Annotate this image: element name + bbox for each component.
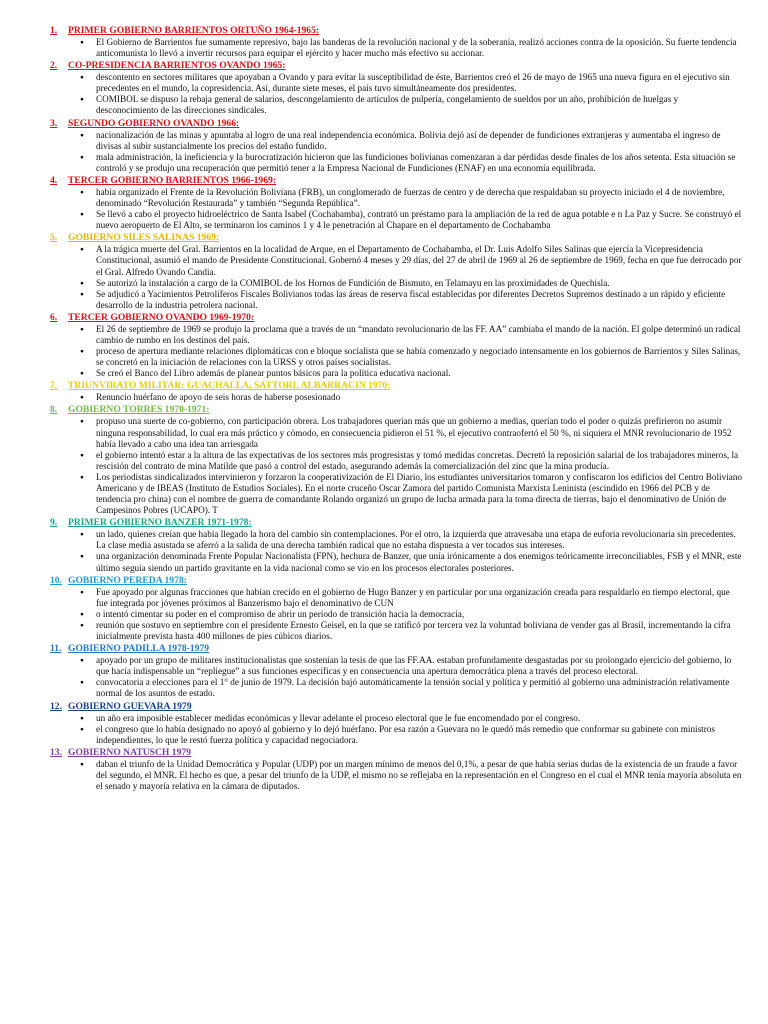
section-heading [50,747,742,759]
section-heading [50,25,742,37]
bullet-list [50,529,742,573]
section-heading [50,517,742,529]
section-title: PRIMER GOBIERNO BANZER 1971-1978: [68,517,252,529]
list-item: ● un año era imposible establecer medidas económicas y llevar adelante el proceso electoral que le fue encomendado por el congreso. [80,713,742,724]
bullet-list [50,392,742,403]
list-item: ● COMIBOL se dispuso la rebaja general de salarios, descongelamiento de artículos de pulpería, congelamiento de sueldos por un año, prohibición de huelgas y desconocimiento de las direcciones sindicales. [80,94,742,116]
section [50,701,742,746]
list-item: ● apoyado por un grupo de militares institucionalistas que sostenían la tesis de que las FF.AA. estaban profundamente desgastadas por su prolongado ejercicio del gobierno, lo que hacía indispensable un “repliegue” a sus funciones específicas y en consecuencia una apertura democrática plena a través del proceso electoral. [80,655,742,677]
bullet-list [50,759,742,792]
list-item: ● había organizado el Frente de la Revolución Boliviana (FRB), un conglomerado de fuerzas de centro y de derecha que respaldaban su proyecto iniciado el 4 de noviembre, denominado “Revolución Restaurada” y también “Segunda República”. [80,187,742,209]
bullet-list [50,587,742,642]
bullet-list [50,416,742,516]
list-item: ● descontento en sectores militares que apoyaban a Ovando y para evitar la susceptibilidad de éste, Barrientos creó el 26 de mayo de 1965 una nueva figura en el ejecutivo sin precedentes en el mundo, la copresidencia. Así, durante siete meses, el país tuvo simultáneamente dos presidentes. [80,72,742,94]
section-title: SEGUNDO GOBIERNO OVANDO 1966: [68,117,240,129]
list-item: ● propuso una suerte de co-gobierno, con participación obrera. Los trabajadores querían más que un gobierno a medias, querían todo el poder o quizás prefirieron no asumir ninguna responsabilidad, lo cual era más práctico y cómodo, en consecuencia pidieron el 51 %, el ejecutivo contraofertó el 50 %, ni siquiera el MNR revolucionario de 1952 había llevado a cabo una idea tan arriesgada [80,416,742,449]
bullet-list [50,244,742,311]
section [50,118,742,174]
list-item: ● nacionalización de las minas y apuntaba al logro de una real independencia económica. Bolivia dejó así de depender de fundiciones extranjeras y aumentaba el ingreso de divisas al subir sustancialmente los precios del estaño fundido. [80,130,742,152]
bullet-list [50,324,742,379]
section-heading [50,701,742,713]
section-heading [50,404,742,416]
section-title: GOBIERNO SILES SALINAS 1969: [68,232,220,244]
section-heading [50,643,742,655]
list-item: ● un lado, quienes creían que había llegado la hora del cambio sin contemplaciones. Por el otro, la izquierda que atravesaba una etapa de euforia revolucionaria sin precedentes. La clase media asustada se aferró a la salida de una derecha también radical que no estaba dispuesta a ver tocados sus intereses. [80,529,742,551]
section [50,312,742,379]
section [50,517,742,573]
section [50,60,742,116]
section [50,643,742,699]
list-item: ● Renuncio huérfano de apoyo de seis horas de haberse posesionado [80,392,742,403]
section-number: 8. [50,404,58,416]
list-item: ● mala administración, la ineficiencia y la burocratización hicieron que las fundiciones bolivianas comenzaran a dar pérdidas desde finales de los años setenta. Esta situación se controló y se produjo una recuperación que permitió tener a la Empresa Nacional de Fundiciones (ENAF) en una economía equilibrada. [80,152,742,174]
bullet-list [50,187,742,231]
list-item: ● Se autorizó la instalación a cargo de la COMIBOL de los Hornos de Fundición de Bismuto, en Telamayu en las proximidades de Quechisla. [80,278,742,289]
section-number: 7. [50,380,58,392]
section [50,404,742,516]
section-number: 5. [50,232,58,244]
list-item: ● A la trágica muerte del Gral. Barrientos en la localidad de Arque, en el Departamento de Cochabamba, el Dr. Luis Adolfo Siles Salinas que ejercía la Vicepresidencia Constitucional, asumió el mando de Presidente Constitucional. Gobernó 4 meses y 29 días, del 27 de abril de 1969 al 26 de septiembre de 1969, fecha en que fue derrocado por el Gral. Alfredo Ovando Candia. [80,244,742,277]
section-heading [50,312,742,324]
bullet-list [50,37,742,59]
bullet-list [50,655,742,699]
section-heading [50,175,742,187]
list-item: ● Fue apoyado por algunas fracciones que habían crecido en el gobierno de Hugo Banzer y en particular por una organización creada para respaldarlo en tiempo electoral, que fue integrada por jóvenes próximos al Banzerismo bajo el denominativo de CUN [80,587,742,609]
section-heading [50,232,742,244]
section-title: GOBIERNO PEREDA 1978: [68,574,187,586]
section-number: 11. [50,643,62,655]
section-title: TERCER GOBIERNO OVANDO 1969-1970: [68,311,255,323]
section [50,175,742,231]
list-item: ● Los periodistas sindicalizados intervinieron y forzaron la cooperativización de El Diario, los estudiantes universitarios tomaron y confiscaron los edificios del Centro Boliviano Americano y de IBEAS (Instituto de Estudios Sociales). En el norte cruceño Oscar Zamora del partido Comunista Marxista Leninista (escindido en 1966 del PCB y de tendencia pro china) con el nombre de guerra de comandante Rolando organizó un grupo de lucha armada para la toma directa de tierras, bajo el denominativo de Unión de Campesinos Pobres (UCAPO). T [80,472,742,516]
section [50,232,742,311]
section-title: TERCER GOBIERNO BARRIENTOS 1966-1969: [68,174,276,186]
list-item: ● convocatoria a elecciones para el 1° de junio de 1979. La decisión bajó automáticamente la tensión social y política y permitió al gobierno una administración relativamente normal de los asuntos de estado. [80,677,742,699]
bullet-list [50,130,742,174]
section-number: 6. [50,311,58,323]
list-item: ● Se creó el Banco del Libro además de planear puntos básicos para la política educativa nacional. [80,368,742,379]
section-title: PRIMER GOBIERNO BARRIENTOS ORTUÑO 1964-1965: [68,25,320,36]
list-item: ● el congreso que lo había designado no apoyó al gobierno y lo dejó huérfano. Por esa razón a Guevara no le quedó más remedio que conformar su gabinete con ministros independientes, lo que le restó fuerza política y capacidad negociadora. [80,724,742,746]
list-item: ● proceso de apertura mediante relaciones diplomáticas con e bloque socialista que se había comenzado y negociado intensamente en los gobiernos de Barrientos y Siles Salinas, se concretó en la iniciación de relaciones con la URSS y otros países socialistas. [80,346,742,368]
list-item: ● Se llevó a cabo el proyecto hidroeléctrico de Santa Isabel (Cochabamba), contrató un préstamo para la ampliación de la red de agua potable e n La Paz y Sucre. Se construyó el nuevo aeropuerto de El Alto, se terminaron los caminos 1 y 4 le penetración al Chapare en el departamento de Cochabamba [80,209,742,231]
bullet-list [50,72,742,116]
section-number: 9. [50,517,58,529]
section [50,575,742,642]
section-title: GOBIERNO NATUSCH 1979 [68,746,191,758]
list-item: ● una organización denominada Frente Popular Nacionalista (FPN), hechura de Banzer, que unía irónicamente a dos enemigos teóricamente irreconciliables, FSB y el MNR, este último seguía siendo un partido gravitante en la vida nacional como se vio en los procesos electorales posteriores. [80,551,742,573]
section-number: 10. [50,574,62,586]
section-title: CO-PRESIDENCIA BARRIENTOS OVANDO 1965: [68,60,286,72]
section-number: 12. [50,700,62,712]
section [50,747,742,792]
section-title: TRIUNVIRATO MILITAR: GUACHALLA, SATTORI, ALBARRACIN 1970: [68,380,391,392]
section-number: 4. [50,174,58,186]
section-number: 3. [50,117,58,129]
section [50,25,742,59]
list-item: ● Se adjudicó a Yacimientos Petrolíferos Fiscales Bolivianos todas las áreas de reserva fiscal establecidas por diferentes Decretos Supremos destinado a un rápido y eficiente desarrollo de la industria petrolera nacional. [80,289,742,311]
list-item: ● daban el triunfo de la Unidad Democrática y Popular (UDP) por un margen mínimo de menos del 0,1%, a pesar de que había serias dudas de la existencia de un fraude a favor del segundo, el MNR. El hecho es que, a pesar del triunfo de la UDP, el mismo no se reflejaba en la representación en el Congreso en el cual el MNR tenía mayoría absoluta en el senado y mayoría relativa en la cámara de diputados. [80,759,742,792]
section-number: 2. [50,60,58,72]
section-number: 13. [50,746,62,758]
section-heading [50,575,742,587]
section-heading [50,118,742,130]
list-item: ● reunión que sostuvo en septiembre con el presidente Ernesto Geisel, en la que se ratificó por tercera vez la voluntad boliviana de vender gas al Brasil, incrementando la cifra inicialmente prevista hasta 400 millones de pies cúbicos diarios. [80,620,742,642]
section-title: GOBIERNO PADILLA 1978-1979 [68,643,210,655]
section-title: GOBIERNO TORRES 1970-1971: [68,404,210,416]
list-item: ● el gobierno intentó estar a la altura de las expectativas de los sectores más progresistas y tomó medidas concretas. Decretó la reposición salarial de los trabajadores mineros, la rescisión del contrato de mina Matilde que pasó a control del estado, asegurando además la comercialización del zinc que la mina producía. [80,450,742,472]
section-number: 1. [50,25,58,36]
section-heading [50,60,742,72]
section-title: GOBIERNO GUEVARA 1979 [68,700,192,712]
list-item: ● El Gobierno de Barrientos fue sumamente represivo, bajo las banderas de la revolución nacional y de la soberanía, realizó acciones contra de la oposición. Su fuerte tendencia anticomunista lo llevó a invertir recursos para equipar el ejército y hacer mucho más efectivo su accionar. [80,37,742,59]
bullet-list [50,713,742,746]
section-heading [50,380,742,392]
section [50,380,742,403]
list-item: ● o intentó cimentar su poder en el compromiso de abrir un período de transición hacia la democracia, [80,609,742,620]
list-item: ● El 26 de septiembre de 1969 se produjo la proclama que a través de un “mandato revolucionario de las FF. AA” cambiaba el mando de la nación. El golpe determinó un radical cambio de rumbo en los destinos del país. [80,324,742,346]
